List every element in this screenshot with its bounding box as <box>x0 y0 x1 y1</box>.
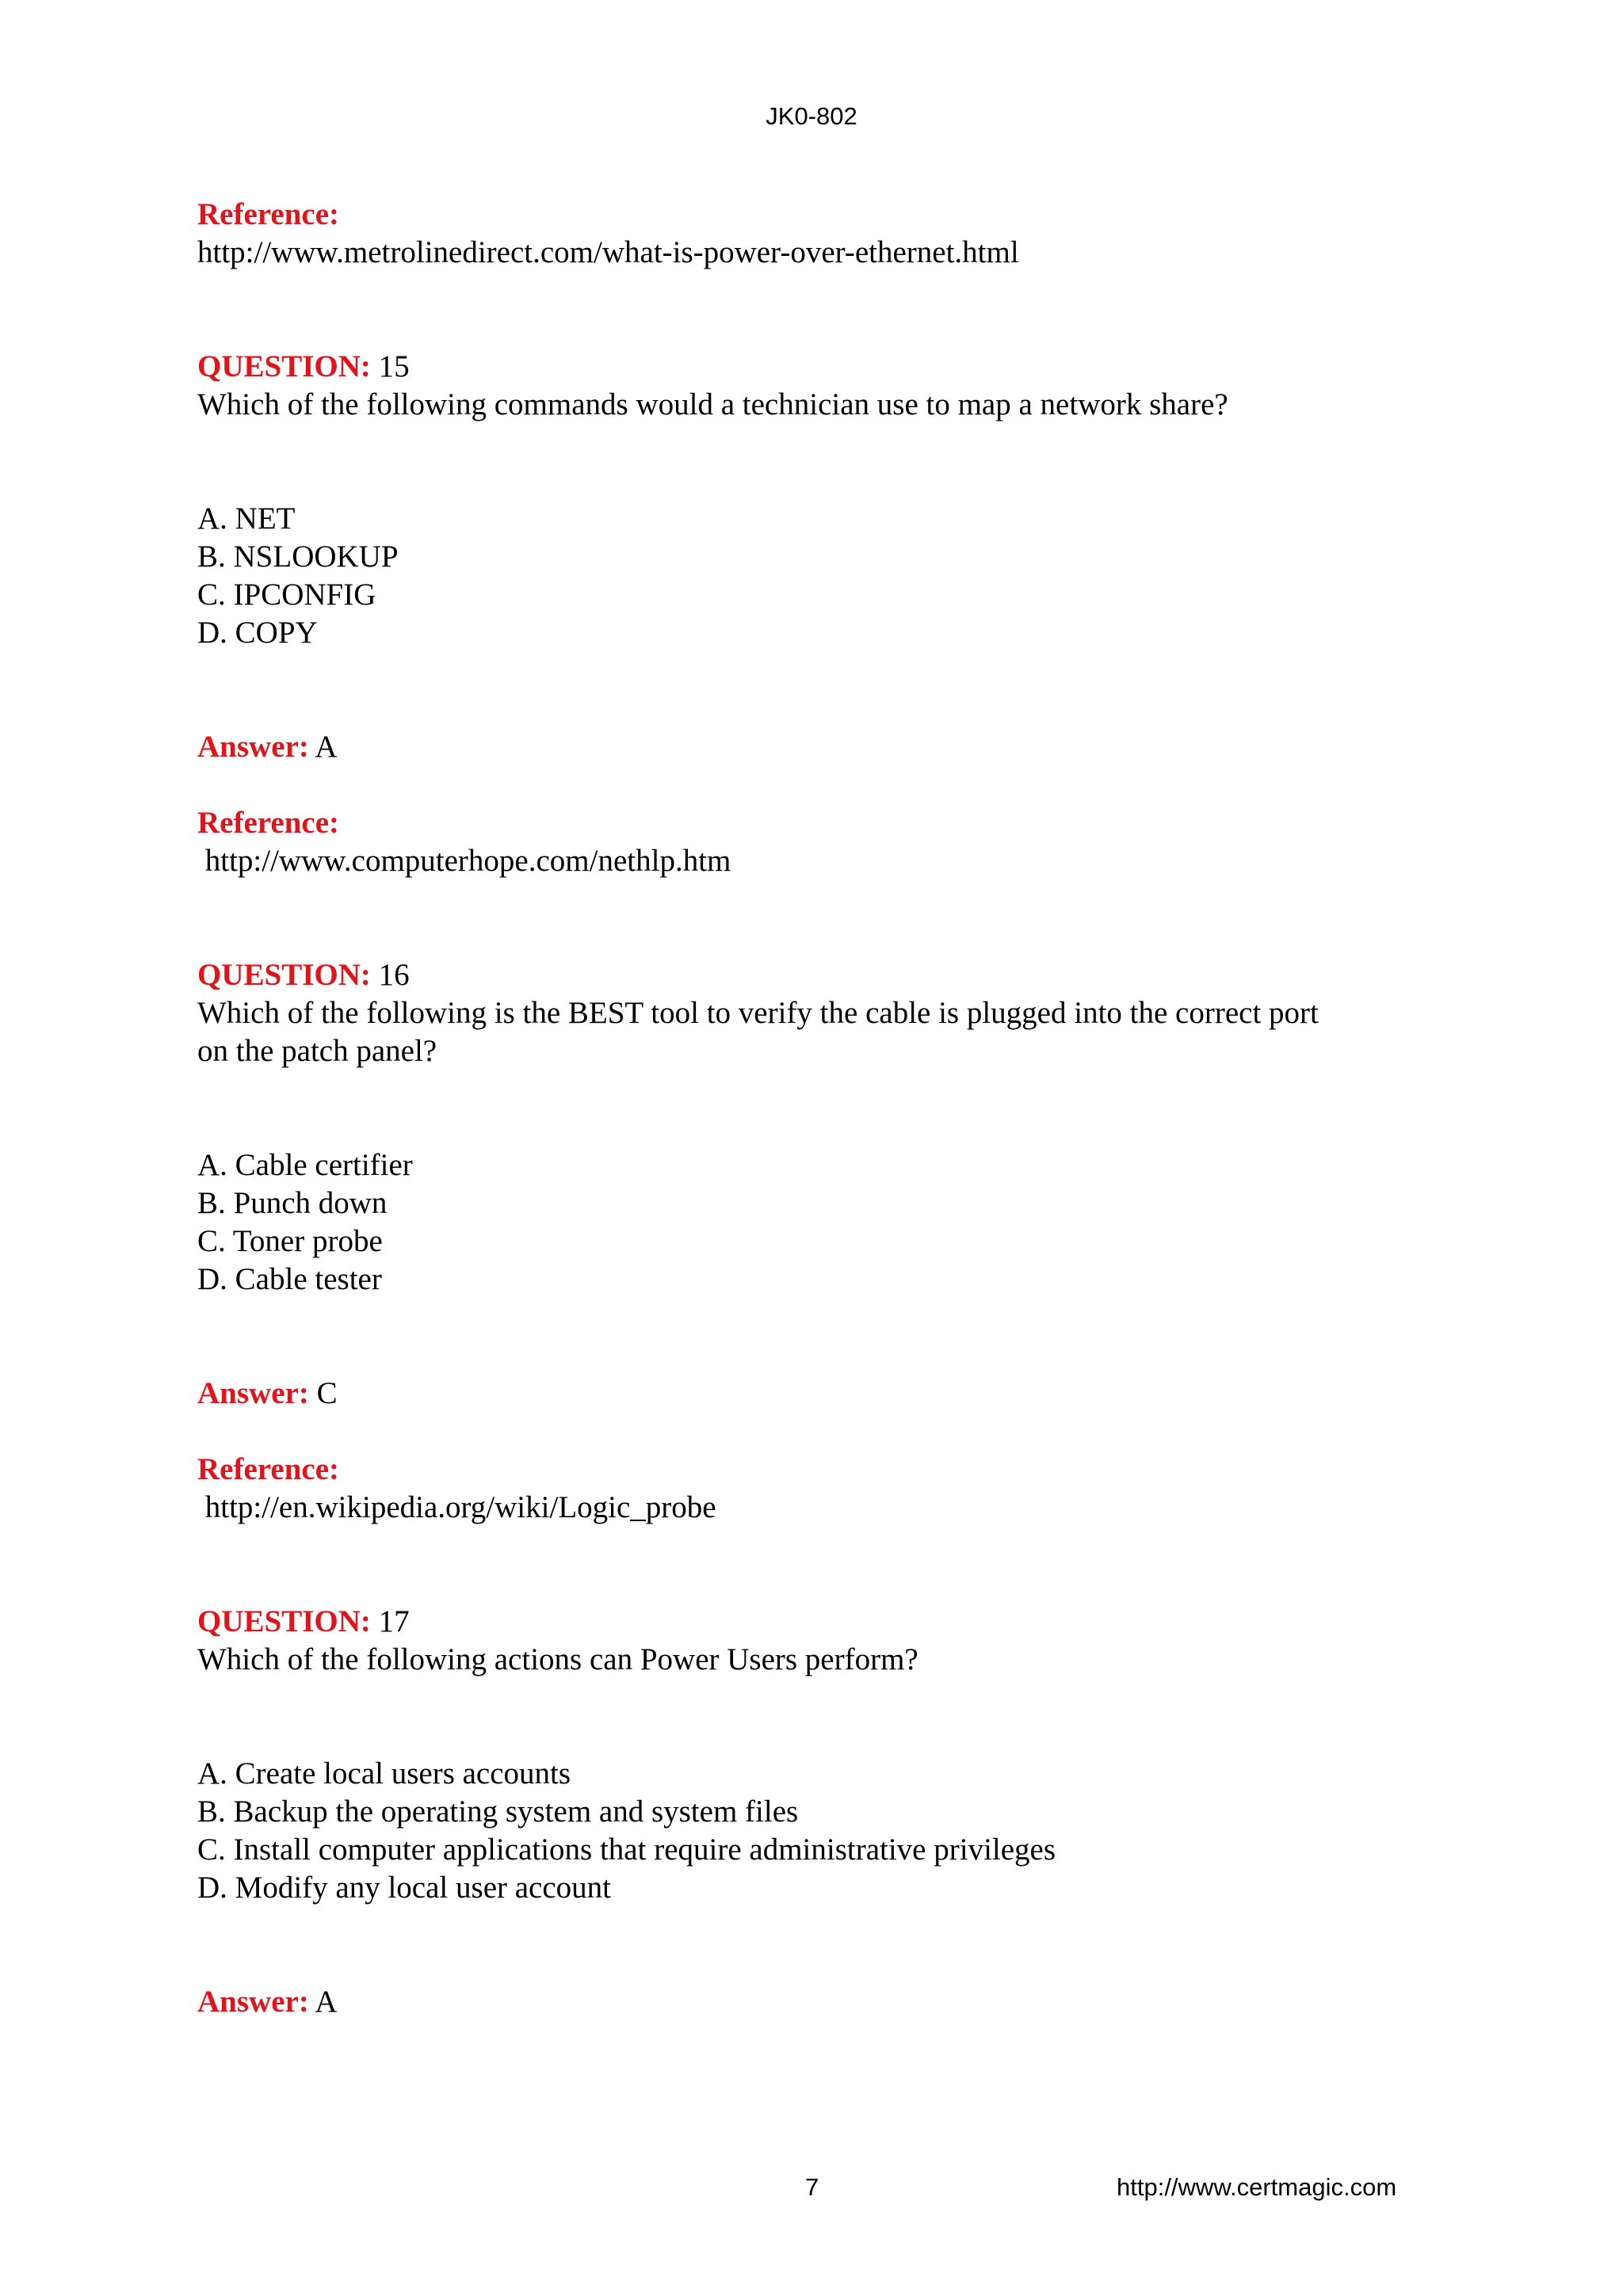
answer-option: B. Punch down <box>197 1186 388 1220</box>
answer-label: Answer: <box>197 1376 309 1410</box>
page-number: 7 <box>805 2173 819 2201</box>
question-text: Which of the following commands would a technician use to map a network share? <box>197 387 1228 421</box>
question-label: QUESTION: <box>197 1604 371 1638</box>
spacer <box>197 766 1434 804</box>
spacer <box>197 880 1434 956</box>
question-block <box>197 348 1434 880</box>
reference-url: http://www.metrolinedirect.com/what-is-power-over-ethernet.html <box>197 235 1019 269</box>
question-label: QUESTION: <box>197 349 371 383</box>
reference-label: Reference: <box>197 806 339 840</box>
spacer <box>197 1413 1434 1451</box>
reference-label: Reference: <box>197 1452 339 1486</box>
answer-value: A <box>315 1985 338 2019</box>
answer-option: B. NSLOOKUP <box>197 540 399 574</box>
question-number: 16 <box>378 958 410 992</box>
spacer <box>197 1070 1434 1146</box>
spacer <box>197 272 1434 348</box>
spacer <box>197 1679 1434 1755</box>
question-heading <box>197 1603 1434 1641</box>
answer-value: C <box>316 1376 338 1410</box>
answer-option: D. Modify any local user account <box>197 1871 612 1905</box>
question-block <box>197 956 1434 1527</box>
spacer <box>197 424 1434 500</box>
spacer <box>197 652 1434 728</box>
answer-label: Answer: <box>197 730 309 764</box>
question-heading <box>197 348 1434 386</box>
spacer <box>197 1527 1434 1603</box>
spacer <box>197 1299 1434 1375</box>
question-label: QUESTION: <box>197 958 371 992</box>
answer-option: A. NET <box>197 502 296 536</box>
footer-url: http://www.certmagic.com <box>1117 2173 1397 2201</box>
reference-url: http://www.computerhope.com/nethlp.htm <box>197 844 731 878</box>
answer-option: C. IPCONFIG <box>197 578 376 612</box>
answer-option: A. Create local users accounts <box>197 1756 571 1791</box>
reference-url: http://en.wikipedia.org/wiki/Logic_probe <box>197 1490 716 1524</box>
answer-option: D. COPY <box>197 616 318 650</box>
answer-value: A <box>315 730 338 764</box>
question-text: on the patch panel? <box>197 1034 437 1068</box>
page-header: JK0-802 <box>766 102 857 130</box>
question-text: Which of the following is the BEST tool to verify the cable is plugged into the correct port <box>197 996 1319 1030</box>
reference-label: Reference: <box>197 197 339 231</box>
question-number: 17 <box>378 1604 410 1638</box>
question-text: Which of the following actions can Power Users perform? <box>197 1642 918 1676</box>
question-heading <box>197 956 1434 994</box>
answer-line <box>197 1375 1434 1413</box>
answer-option: C. Install computer applications that require administrative privileges <box>197 1833 1056 1867</box>
answer-line <box>197 1983 1434 2021</box>
document-body <box>197 196 1434 2021</box>
answer-option: A. Cable certifier <box>197 1148 413 1182</box>
question-number: 15 <box>378 349 410 383</box>
answer-option: D. Cable tester <box>197 1262 382 1296</box>
question-block <box>197 1603 1434 2021</box>
answer-option: B. Backup the operating system and system files <box>197 1794 799 1829</box>
answer-label: Answer: <box>197 1985 309 2019</box>
answer-line <box>197 728 1434 766</box>
answer-option: C. Toner probe <box>197 1224 383 1258</box>
spacer <box>197 1907 1434 1983</box>
